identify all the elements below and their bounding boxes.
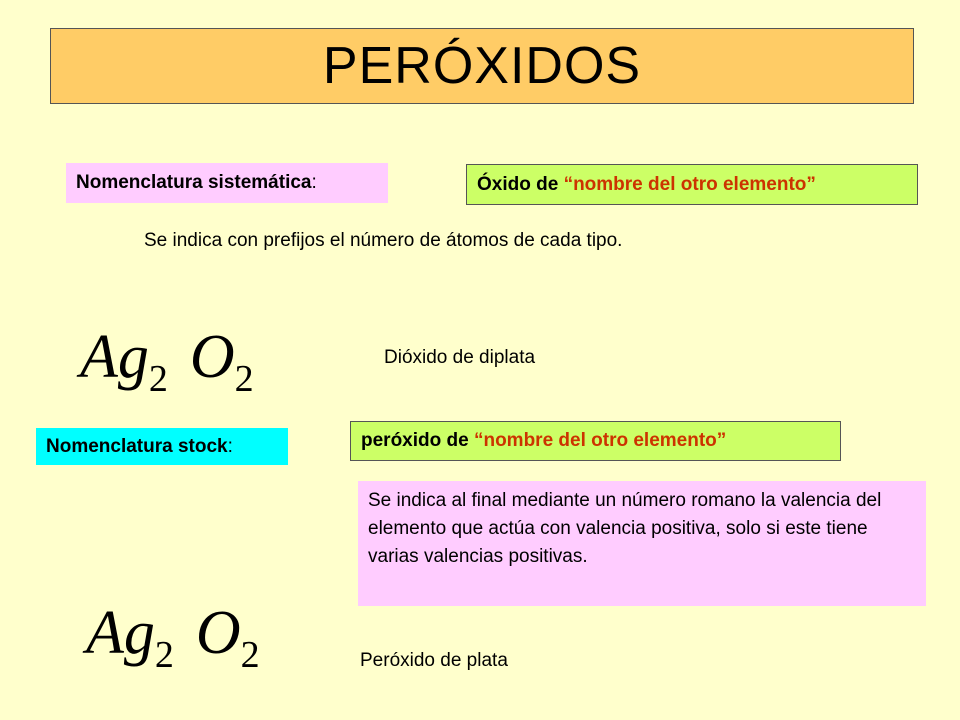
stock-rule-box (350, 421, 841, 461)
systematic-rule-quoted: “nombre del otro elemento” (563, 173, 816, 195)
systematic-rule-prefix: Óxido de (477, 173, 559, 195)
formula-symbol-o: O (189, 323, 235, 391)
systematic-nomenclature-label (66, 163, 388, 203)
stock-formula (86, 598, 260, 676)
systematic-example-name: Dióxido de diplata (384, 347, 536, 368)
formula-subscript-ag: 2 (148, 358, 168, 400)
systematic-rule-box (466, 164, 918, 205)
formula-subscript-ag: 2 (154, 634, 174, 676)
stock-rule-quoted: “nombre del otro elemento” (473, 430, 727, 451)
systematic-note: Se indica con prefijos el número de átomos de cada tipo. (144, 230, 623, 251)
stock-label-text: Nomenclatura stock (46, 435, 228, 457)
stock-description: Se indica al final mediante un número romano la valencia del elemento que actúa con valencia positiva, solo si este tiene varias valencias positivas. (358, 481, 926, 606)
formula-symbol-o: O (195, 599, 241, 667)
stock-nomenclature-label (36, 428, 288, 465)
stock-label-colon: : (227, 435, 233, 457)
systematic-label-colon: : (311, 172, 317, 193)
formula-subscript-o: 2 (240, 634, 260, 676)
formula-symbol-ag: Ag (80, 323, 149, 391)
stock-rule-prefix: peróxido de (361, 430, 469, 451)
systematic-formula (80, 322, 254, 400)
stock-example-name: Peróxido de plata (360, 650, 508, 671)
formula-symbol-ag: Ag (86, 599, 155, 667)
systematic-label-text: Nomenclatura sistemática (76, 172, 312, 193)
page-title: PERÓXIDOS (322, 37, 642, 95)
formula-subscript-o: 2 (234, 358, 254, 400)
title-banner (50, 28, 914, 104)
